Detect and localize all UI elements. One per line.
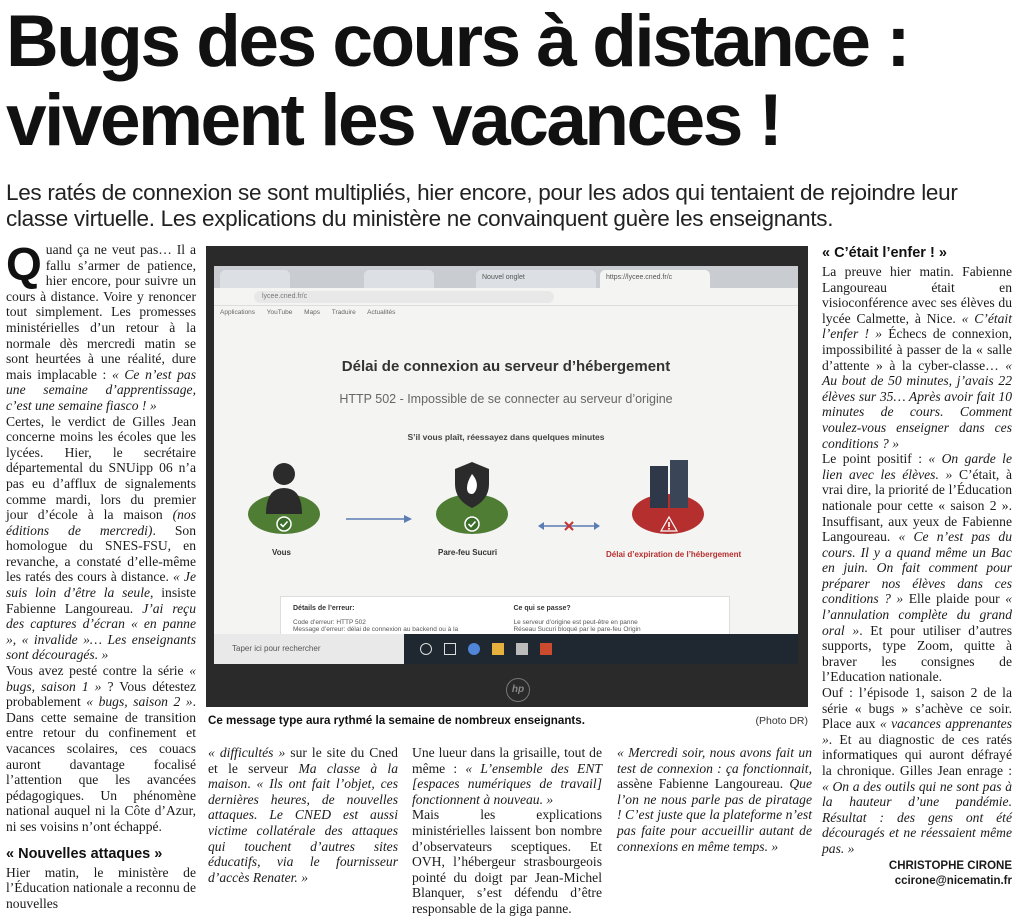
office-icon xyxy=(540,643,552,655)
node-firewall-label: Pare-feu Sucuri xyxy=(438,548,498,557)
browser-tab xyxy=(220,270,290,288)
taskbar-search: Taper ici pour rechercher xyxy=(214,634,404,664)
paragraph: Le point positif : « On garde le lien avec les élèves. » C’était, à vrai dire, la priorité de l’Éducation nationale pour cette « saison 2 ». Insuffisant, aux yeux de Fabienne Langoureau. « Ce n’est pas du cours. Il y a quand même un Bac en juin. On fait comment pour préparer nos élèves dans ces conditions ? » Elle plaide pour « l’annulation complète du grand oral ». Et pour utiliser d’autres supports, type Zoom, quitte à braver les consignes de l’Education nationale. xyxy=(822,451,1013,685)
node-user-label: Vous xyxy=(272,548,291,557)
intertitle-nouvelles-attaques: « Nouvelles attaques » xyxy=(6,845,163,862)
browser-tab-active: https://lycee.cned.fr/c xyxy=(600,270,710,288)
photo-credit: (Photo DR) xyxy=(755,715,808,727)
paragraph: Une lueur dans la grisaille, tout de même : « L’ensemble des ENT [espaces numériques de travail] fonctionnent à nouveau. » xyxy=(412,745,602,807)
article-column-1 xyxy=(6,238,196,911)
what-happened: Ce qui se passe? Le serveur d’origine est peut-être en panne Réseau Sucuri bloqué par le pare-feu Origin xyxy=(513,605,641,633)
check-icon xyxy=(276,516,292,532)
paragraph: Ouf : l’épisode 1, saison 2 de la série « bugs » s’achève ce soir. Place aux « vacances apprenantes ». Et au diagnostic de ces ratés informatiques qui auront défrayé la chronique. Gilles Jean enrage : « On a des outils qui ne sont pas à la hauteur d’une pandémie. Résultat : des gens ont été découragés et ne réessaient même pas. » xyxy=(822,685,1012,856)
task-view-icon xyxy=(444,643,456,655)
intertitle-c-etait-l-enfer: « C’était l’enfer ! » xyxy=(822,245,947,261)
author-email: ccirone@nicematin.fr xyxy=(894,875,1012,888)
photo-caption: Ce message type aura rythmé la semaine de nombreux enseignants. xyxy=(208,714,585,727)
paragraph: La preuve hier matin. Fabienne Langoureau était en visioconférence avec ses élèves du lycée Calmette, à Nice. « C’était l’enfer ! » Échecs de connexion, impossibilité à passer de la « salle d’attente » à la cyber-classe… « Au bout de 50 minutes, j’avais 22 élèves sur 35… Après avoir fait 10 minutes de cours. Comment voulez-vous enseigner dans ces conditions ? » xyxy=(822,264,1012,451)
bookmarks-bar: Applications YouTube Maps Traduire Actualités xyxy=(214,306,798,320)
laptop-screen xyxy=(214,266,798,664)
warning-icon xyxy=(660,516,678,532)
user-icon xyxy=(264,460,304,516)
paragraph: Quand ça ne veut pas… Il a fallu s’armer de patience, hier encore, pour suivre un cours à distance. Voire y renoncer tout simplement. Les promesses ministérielles d’un retour à la normale dès mercredi matin se sont heurtées à une réalité, dure mais implacable : « Ce n’est pas une semaine d’apprentissage, c’est une semaine fiasco ! » xyxy=(6,238,196,413)
paragraph: Vous avez pesté contre la série « bugs, saison 1 » ? Vous détestez probablement « bugs, saison 2 ». Dans cette semaine de transition entre retour du confinement et vacances scolaires, ces couacs auront davantage focalisé l’attention que les avancées pédagogiques. Un phénomène national auquel ni la Côte d’Azur, ni ses voisins n’ont échappé. xyxy=(6,663,196,834)
article-column-2 xyxy=(208,745,398,885)
error-title: Délai de connexion au serveur d’hébergement xyxy=(341,358,671,375)
url-field: lycee.cned.fr/c xyxy=(254,291,554,303)
paragraph: « difficultés » sur le site du Cned et le serveur Ma classe à la maison. « Ils ont fait l’objet, ces dernières heures, de nouvelles attaques. Le CNED est aussi victime collatérale des attaques qui touchent d’autres sites éducatifs, via le fournisseur d’accès Renater. » xyxy=(208,745,398,885)
cortana-icon xyxy=(420,643,432,655)
shield-flame-icon xyxy=(452,460,492,510)
error-retry-hint: S’il vous plaît, réessayez dans quelques minutes xyxy=(407,432,605,442)
folder-icon xyxy=(492,643,504,655)
article-column-3 xyxy=(412,745,602,917)
author-byline: CHRISTOPHE CIRONE xyxy=(888,859,1012,872)
broken-link-icon xyxy=(536,520,602,532)
browser-tab-bar xyxy=(214,266,798,288)
hp-logo: hp xyxy=(506,678,530,702)
paragraph: Mais les explications ministérielles laissent bon nombre d’observateurs sceptiques. Et OVH, l’hébergeur strasbourgeois pointé du doigt par Jean-Michel Blanquer, s’est défendu d’être responsable de la giga panne. xyxy=(412,807,602,916)
windows-taskbar xyxy=(214,634,798,664)
chrome-icon xyxy=(468,643,480,655)
article-photo xyxy=(206,246,808,707)
check-icon xyxy=(464,516,480,532)
browser-tab: Nouvel onglet xyxy=(476,270,596,288)
standfirst: Les ratés de connexion se sont multipliés, hier encore, pour les ados qui tentaient de rejoindre leur classe virtuelle. Les explications du ministère ne convainquent guère les enseignants. xyxy=(6,180,958,231)
store-icon xyxy=(516,643,528,655)
error-details: Détails de l’erreur: Code d’erreur: HTTP 502 Message d’erreur: délai de connexion au backend ou à la xyxy=(293,605,459,633)
drop-cap: Q xyxy=(6,238,42,290)
paragraph: Hier matin, le ministère de l’Éducation nationale a reconnu de nouvelles xyxy=(6,864,196,911)
error-subtitle: HTTP 502 - Impossible de se connecter au serveur d’origine xyxy=(339,392,673,406)
server-icon xyxy=(646,458,694,514)
browser-address-bar xyxy=(214,288,798,306)
paragraph: Certes, le verdict de Gilles Jean concerne moins les écoles que les lycées. Hier, le secrétaire départemental du SNUipp 06 n’a pas eu d’afflux de signalements comme mardi, lors du premier jour d’école à la maison (nos éditions de mercredi). Son homologue du SNES-FSU, en revanche, a constaté d’elle-même les ratés des cours à distance. « Je suis loin d’être la seule, insiste Fabienne Langoureau. J’ai reçu des captures d’écran « en panne », « invalide »… Les enseignants sont découragés. » xyxy=(6,413,196,663)
headline-line-1: Bugs des cours à distance : xyxy=(6,1,909,82)
headline xyxy=(6,2,1016,160)
headline-line-2: vivement les vacances ! xyxy=(6,80,781,161)
article-column-5 xyxy=(822,244,1012,890)
arrow-right-icon xyxy=(344,514,414,524)
paragraph: « Mercredi soir, nous avons fait un test de connexion : ça fonctionnait, assène Fabienne Langoureau. Que l’on ne nous parle pas de piratage ! C’est juste que la plateforme n’est pas faite pour accueillir autant de connexions en même temps. » xyxy=(617,745,812,854)
article-column-4 xyxy=(617,745,812,854)
browser-tab xyxy=(364,270,434,288)
node-host-label: Délai d’expiration de l’hébergement xyxy=(606,550,742,559)
